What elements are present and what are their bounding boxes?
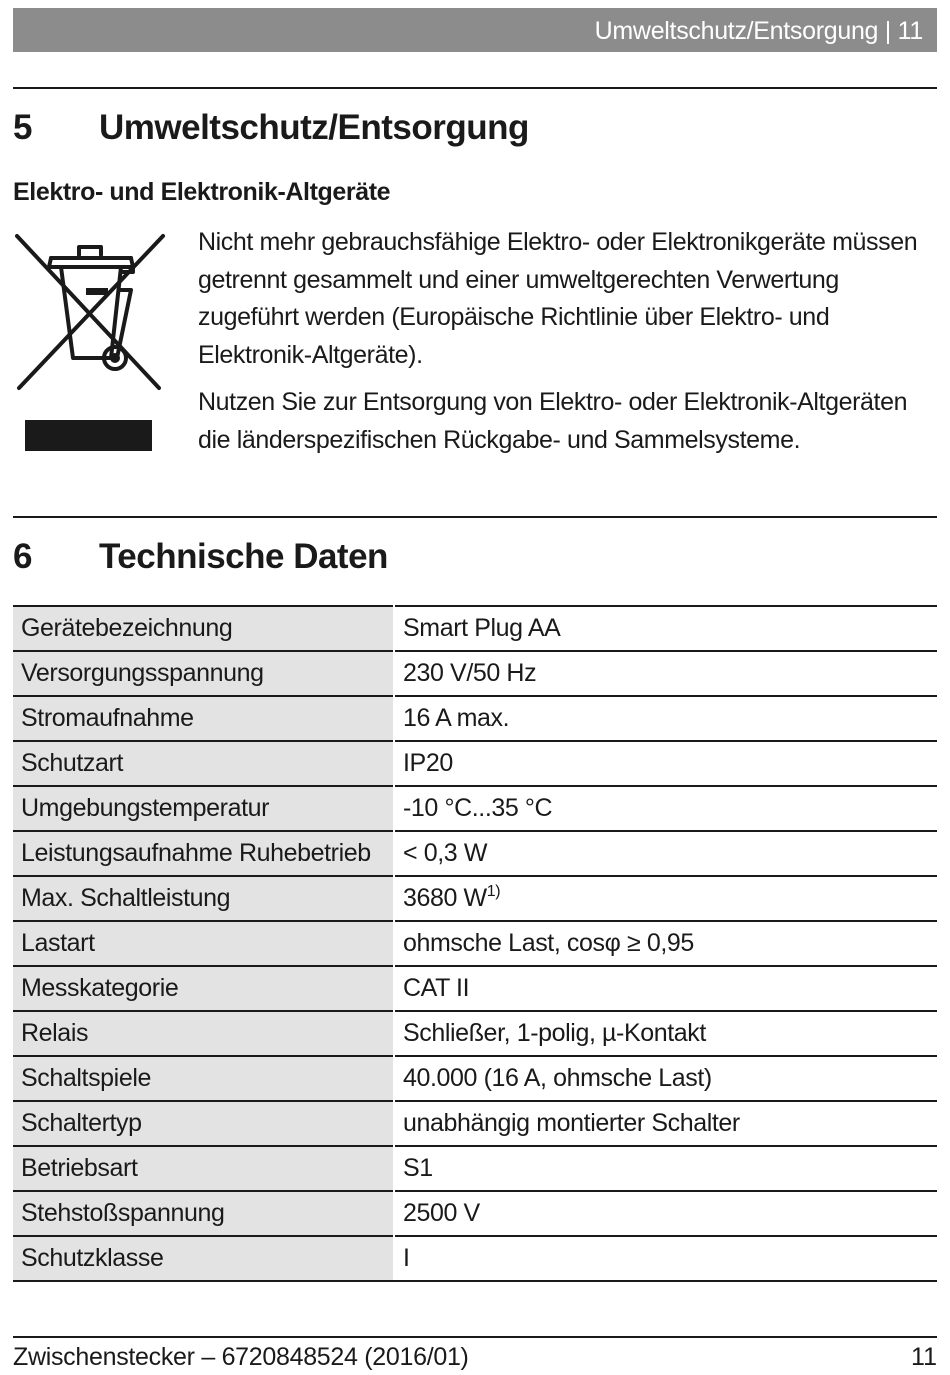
spec-value: IP20 [394,741,937,786]
spec-value: -10 °C...35 °C [394,786,937,831]
section-divider [13,516,937,518]
spec-value: 3680 W [403,884,487,912]
section-6-heading [13,537,388,577]
spec-label: Gerätebezeichnung [13,606,394,651]
table-row [13,1191,937,1236]
crossed-out-wheelie-bin-icon [13,230,168,455]
spec-value: 230 V/50 Hz [394,651,937,696]
table-row [13,741,937,786]
section-title: Umweltschutz/Entsorgung [99,108,529,147]
table-row [13,1146,937,1191]
section-number: 6 [13,537,32,576]
spec-value: CAT II [394,966,937,1011]
spec-label: Versorgungsspannung [13,651,394,696]
spec-value: I [394,1236,937,1281]
spec-value: ohmsche Last, cosφ ≥ 0,95 [394,921,937,966]
footnote-marker: 1) [486,883,501,900]
spec-value: 16 A max. [394,696,937,741]
table-row [13,831,937,876]
table-row [13,606,937,651]
section-number: 5 [13,108,32,147]
technical-data-table [13,605,937,1282]
spec-label: Schutzklasse [13,1236,394,1281]
spec-label: Lastart [13,921,394,966]
spec-value: < 0,3 W [394,831,937,876]
section-5-heading [13,108,529,148]
table-row [13,966,937,1011]
spec-value: Schließer, 1-polig, µ-Kontakt [394,1011,937,1056]
table-row [13,876,937,921]
table-row [13,786,937,831]
spec-label: Stehstoßspannung [13,1191,394,1236]
table-row [13,651,937,696]
disposal-paragraph-2: Nutzen Sie zur Entsorgung von Elektro- oder Elektronik-Altgeräten die länderspezifischen Rückgabe- und Sammelsysteme. [198,388,908,454]
spec-label: Messkategorie [13,966,394,1011]
table-row [13,1011,937,1056]
spec-value: unabhängig montierter Schalter [394,1101,937,1146]
spec-label: Umgebungstemperatur [13,786,394,831]
table-row [13,1056,937,1101]
table-row [13,696,937,741]
subheading: Elektro- und Elektronik-Altgeräte [13,178,391,206]
spec-label: Schaltspiele [13,1056,394,1101]
spec-label: Max. Schaltleistung [13,876,394,921]
section-divider [13,87,937,89]
spec-label: Stromaufnahme [13,696,394,741]
section-title: Technische Daten [99,537,388,576]
table-row [13,1101,937,1146]
spec-value: Smart Plug AA [394,606,937,651]
page-number: 11 [911,1343,937,1371]
spec-value: 40.000 (16 A, ohmsche Last) [394,1056,937,1101]
running-header [13,8,937,52]
document-reference: Zwischenstecker – 6720848524 (2016/01) [13,1343,469,1371]
running-title: Umweltschutz/Entsorgung | 11 [594,17,923,45]
spec-value: S1 [394,1146,937,1191]
spec-value: 2500 V [394,1191,937,1236]
table-row [13,1236,937,1281]
spec-label: Relais [13,1011,394,1056]
spec-label: Schaltertyp [13,1101,394,1146]
spec-label: Schutzart [13,741,394,786]
spec-value-with-footnote [394,876,937,921]
spec-label: Leistungsaufnahme Ruhebetrieb [13,831,394,876]
disposal-paragraph-1: Nicht mehr gebrauchsfähige Elektro- oder Elektronikgeräte müssen getrennt gesammelt und einer umweltgerechten Verwertung zugeführt werden (Europäische Richtlinie über Elektro- und Elektronik-Altgeräte). [198,228,918,369]
footer-divider [13,1336,937,1338]
table-row [13,921,937,966]
spec-label: Betriebsart [13,1146,394,1191]
